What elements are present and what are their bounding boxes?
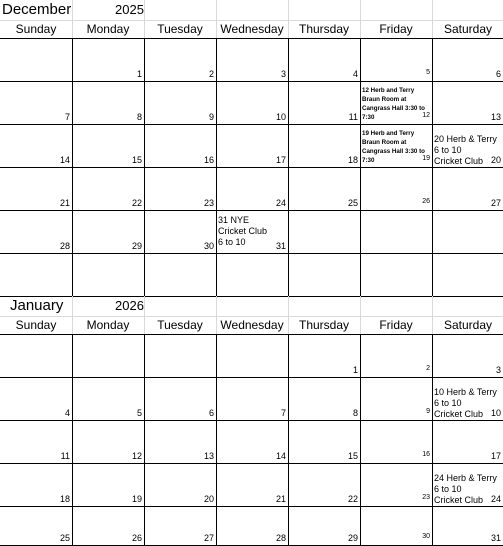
day-number: 15 [347,451,358,461]
gridline [144,296,145,334]
weekday-saturday: Saturday [443,22,493,36]
event-line: 6 to 10 [434,145,462,155]
day-number: 20 [203,494,214,504]
weekday-sunday: Sunday [15,318,57,332]
day-divider [288,334,289,545]
week-divider [0,167,503,168]
day-number: 12 [422,112,430,119]
day-number: 30 [422,533,430,540]
calendar-event[interactable] [434,134,497,167]
event-line: 7:30 [362,157,375,164]
day-number: 8 [136,112,142,122]
calendar-event[interactable] [362,86,425,122]
week-divider [0,253,503,254]
day-number: 26 [131,533,142,543]
day-number: 7 [280,408,286,418]
month-title: January [10,297,64,314]
month-title: December [2,1,72,18]
gridline [144,0,145,38]
calendar-event[interactable] [434,473,497,506]
week-divider [0,210,503,211]
day-divider [432,334,433,545]
week-divider [0,81,503,82]
day-divider [216,38,217,296]
day-number: 28 [275,533,286,543]
week-divider [0,420,503,421]
day-number: 27 [203,533,214,543]
gridline [360,296,361,334]
event-line: Braun Room at [362,139,407,146]
day-number: 11 [60,451,70,461]
event-line: Cricket Club [434,409,484,419]
weekday-header [0,20,503,38]
event-line: 19 Herb and Terry [362,130,415,137]
day-divider [144,334,145,545]
day-number: 18 [59,494,70,504]
event-line: 10 Herb & Terry [434,387,497,397]
day-number: 16 [203,155,214,165]
day-number: 23 [203,198,214,208]
event-line: Cricket Club [218,226,268,236]
event-line: Cangrass Hall 3:30 to [362,148,425,155]
day-divider [216,334,217,545]
weekday-tuesday: Tuesday [157,318,203,332]
day-number: 26 [422,198,430,205]
week-divider [0,334,503,335]
event-line: 6 to 10 [218,237,246,247]
event-line: 24 Herb & Terry [434,473,497,483]
gridline [432,296,433,334]
day-number: 10 [275,112,286,122]
day-number: 24 [275,198,286,208]
day-number: 10 [490,408,501,418]
day-number: 21 [275,494,286,504]
day-number: 15 [131,155,142,165]
day-number: 5 [426,69,430,76]
day-divider [288,38,289,296]
gridline [288,0,289,38]
event-line: Braun Room at [362,96,407,103]
gridline [72,296,73,334]
day-number: 29 [347,533,358,543]
day-number: 6 [495,69,501,79]
week-divider [0,124,503,125]
day-number: 13 [490,112,501,122]
weekday-friday: Friday [379,318,413,332]
weekday-friday: Friday [379,22,413,36]
day-number: 19 [422,155,430,162]
day-number: 1 [136,69,142,79]
day-number: 11 [348,112,358,122]
calendar-event[interactable] [362,129,425,165]
event-line: Cricket Club [434,156,484,166]
day-number: 5 [136,408,142,418]
event-line: Cricket Club [434,495,484,505]
day-number: 28 [59,241,70,251]
gridline [360,0,361,38]
day-number: 2 [208,69,214,79]
day-number: 2 [426,365,430,372]
event-line: 7:30 [362,114,375,121]
week-divider [0,38,503,39]
day-number: 20 [490,155,501,165]
day-number: 23 [422,494,430,501]
day-number: 29 [131,241,142,251]
week-divider [0,463,503,464]
day-number: 25 [59,533,70,543]
weekday-thursday: Thursday [298,22,350,36]
day-divider [72,38,73,296]
day-divider [144,38,145,296]
day-divider [360,38,361,296]
week-divider [0,506,503,507]
gridline [216,296,217,334]
year-title: 2025 [115,2,144,17]
week-divider [0,377,503,378]
weekday-tuesday: Tuesday [157,22,203,36]
weekday-header [0,316,503,334]
event-line: 31 NYE [218,215,250,225]
event-line: 12 Herb and Terry [362,87,415,94]
event-line: Cangrass Hall 3:30 to [362,105,425,112]
gridline [72,0,73,38]
day-number: 30 [203,241,214,251]
weekday-saturday: Saturday [443,318,493,332]
day-number: 16 [422,451,430,458]
weekday-monday: Monday [86,22,130,36]
calendar-event[interactable] [434,387,497,420]
weekday-sunday: Sunday [15,22,57,36]
calendar-event[interactable] [218,215,267,248]
day-number: 3 [495,365,501,375]
day-number: 19 [131,494,142,504]
day-number: 4 [352,69,358,79]
day-number: 14 [59,155,70,165]
day-number: 25 [347,198,358,208]
day-number: 12 [131,451,142,461]
day-number: 31 [275,241,286,251]
day-number: 18 [347,155,358,165]
day-number: 17 [275,155,286,165]
day-divider [432,38,433,296]
day-number: 4 [64,408,70,418]
day-number: 21 [59,198,70,208]
day-number: 8 [352,408,358,418]
day-number: 9 [426,408,430,415]
weekday-thursday: Thursday [298,318,350,332]
day-number: 13 [203,451,214,461]
day-number: 31 [490,533,501,543]
day-divider [360,334,361,545]
event-line: 20 Herb & Terry [434,134,497,144]
day-number: 3 [280,69,286,79]
day-number: 14 [275,451,286,461]
year-title: 2026 [115,298,144,313]
weekday-wednesday: Wednesday [220,318,284,332]
event-line: 6 to 10 [434,484,462,494]
day-number: 27 [490,198,501,208]
week-divider [0,296,503,297]
gridline [288,296,289,334]
day-number: 17 [490,451,501,461]
day-number: 6 [208,408,214,418]
day-divider [72,334,73,545]
gridline [432,0,433,38]
day-number: 7 [64,112,70,122]
day-number: 22 [347,494,358,504]
event-line: 6 to 10 [434,398,462,408]
day-number: 1 [352,365,358,375]
day-number: 9 [208,112,214,122]
gridline [0,20,503,21]
day-number: 22 [131,198,142,208]
gridline [216,0,217,38]
gridline [0,316,503,317]
weekday-monday: Monday [86,318,130,332]
weekday-wednesday: Wednesday [220,22,284,36]
day-number: 24 [490,494,501,504]
